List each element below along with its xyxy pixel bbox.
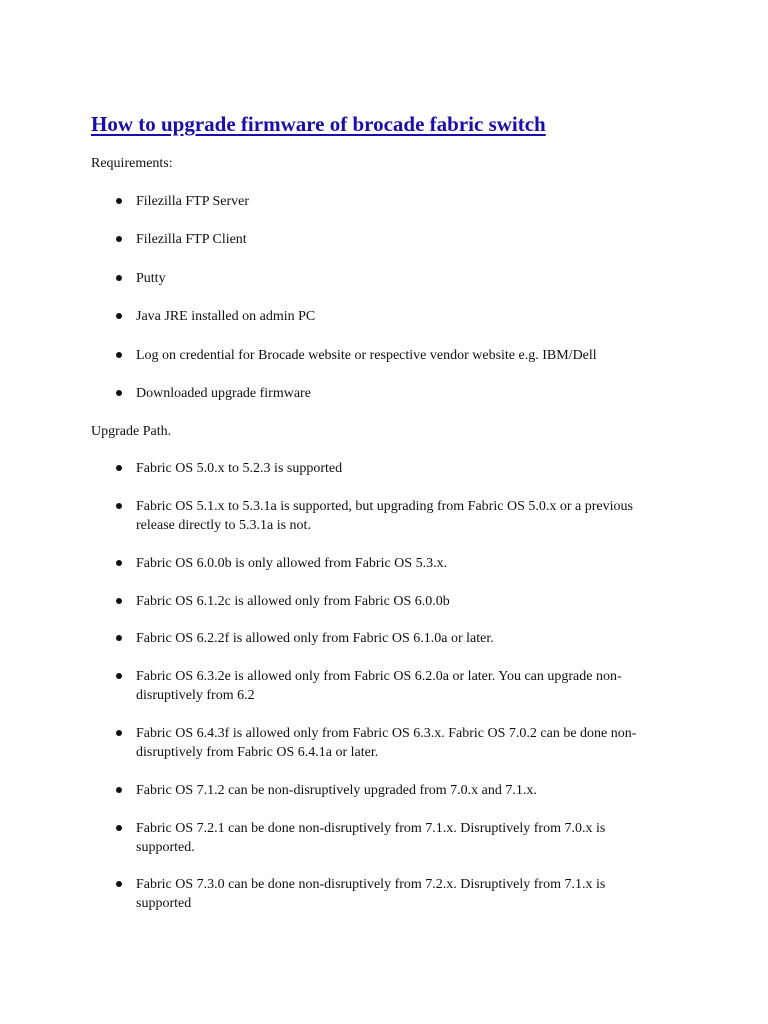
list-item [136, 629, 696, 648]
bullet-icon [116, 236, 122, 242]
list-item-text: Fabric OS 5.1.x to 5.3.1a is supported, but upgrading from Fabric OS 5.0.x or a previous [136, 499, 633, 514]
list-item-text: Fabric OS 7.1.2 can be non-disruptively upgraded from 7.0.x and 7.1.x. [136, 783, 537, 798]
list-item [136, 459, 696, 478]
list-item-text-continued: disruptively from 6.2 [136, 688, 255, 703]
list-item-text: Putty [136, 271, 166, 286]
list-item [136, 384, 696, 403]
list-item [136, 269, 696, 288]
list-item [136, 497, 696, 535]
list-item-text: Filezilla FTP Server [136, 194, 250, 209]
list-item-text: Fabric OS 6.4.3f is allowed only from Fabric OS 6.3.x. Fabric OS 7.0.2 can be done non- [136, 726, 637, 741]
bullet-icon [116, 598, 122, 604]
list-item-text: Log on credential for Brocade website or respective vendor website e.g. IBM/Dell [136, 348, 597, 363]
list-item-text: Fabric OS 6.1.2c is allowed only from Fabric OS 6.0.0b [136, 594, 450, 609]
bullet-icon [116, 465, 122, 471]
bullet-icon [116, 787, 122, 793]
list-item [136, 192, 696, 211]
list-item-text-continued: release directly to 5.3.1a is not. [136, 518, 311, 533]
list-item-text: Fabric OS 5.0.x to 5.2.3 is supported [136, 461, 343, 476]
list-item-text: Fabric OS 6.3.2e is allowed only from Fabric OS 6.2.0a or later. You can upgrade non- [136, 669, 622, 684]
requirements-label: Requirements: [91, 156, 173, 171]
list-item [136, 554, 696, 573]
list-item-text: Java JRE installed on admin PC [136, 309, 316, 324]
bullet-icon [116, 275, 122, 281]
list-item [136, 875, 696, 913]
list-item-text: Fabric OS 6.0.0b is only allowed from Fabric OS 5.3.x. [136, 556, 448, 571]
list-item-text-continued: supported. [136, 840, 195, 855]
list-item-text-continued: supported [136, 896, 192, 911]
bullet-icon [116, 560, 122, 566]
list-item-text: Fabric OS 7.2.1 can be done non-disruptively from 7.1.x. Disruptively from 7.0.x is [136, 821, 606, 836]
list-item-text-continued: disruptively from Fabric OS 6.4.1a or later. [136, 745, 379, 760]
list-item-text: Filezilla FTP Client [136, 232, 247, 247]
bullet-icon [116, 635, 122, 641]
list-item [136, 819, 696, 857]
bullet-icon [116, 313, 122, 319]
list-item [136, 346, 696, 365]
article-title-link[interactable]: How to upgrade firmware of brocade fabric switch [91, 112, 546, 136]
list-item [136, 667, 696, 705]
list-item [136, 592, 696, 611]
bullet-icon [116, 352, 122, 358]
bullet-icon [116, 390, 122, 396]
bullet-icon [116, 881, 122, 887]
bullet-icon [116, 730, 122, 736]
list-item-text: Fabric OS 7.3.0 can be done non-disruptively from 7.2.x. Disruptively from 7.1.x is [136, 877, 606, 892]
upgrade-path-label: Upgrade Path. [91, 424, 172, 439]
bullet-icon [116, 198, 122, 204]
list-item [136, 724, 696, 762]
bullet-icon [116, 673, 122, 679]
list-item [136, 307, 696, 326]
list-item-text: Downloaded upgrade firmware [136, 386, 311, 401]
list-item [136, 230, 696, 249]
list-item [136, 781, 696, 800]
bullet-icon [116, 825, 122, 831]
bullet-icon [116, 503, 122, 509]
list-item-text: Fabric OS 6.2.2f is allowed only from Fabric OS 6.1.0a or later. [136, 631, 494, 646]
